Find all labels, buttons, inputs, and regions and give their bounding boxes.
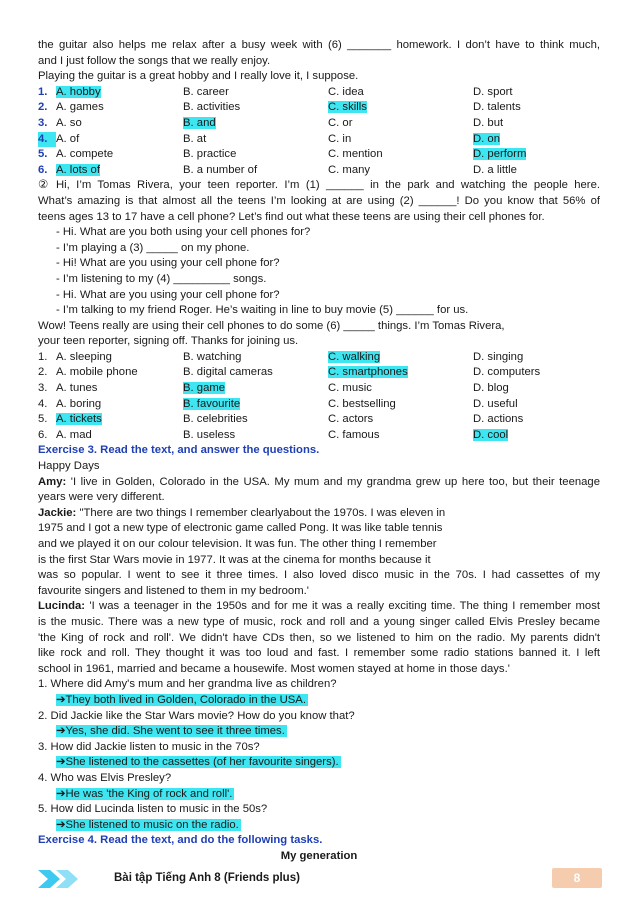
answer-row: [38, 163, 600, 179]
passage2-line: your teen reporter, signing off. Thanks for joining us.: [38, 335, 299, 348]
answer-option-c: [328, 163, 473, 179]
dialog-line: - Hi. What are you using your cell phone for?: [56, 288, 280, 301]
answer-option-c: [328, 116, 473, 132]
answer-row: [38, 397, 600, 413]
answer-option-b: [183, 132, 328, 148]
question-number: 6.: [38, 163, 48, 176]
dialog-line: - I’m playing a (3) _____ on my phone.: [56, 241, 250, 254]
page-number: 8: [552, 868, 602, 888]
answer-line: [38, 755, 600, 771]
answer-option-a: [38, 163, 183, 179]
jackie-paragraph-line: [38, 506, 600, 522]
option-text: B. at: [183, 132, 207, 145]
option-text: C. walking: [328, 350, 381, 363]
option-text: C. or: [328, 116, 353, 129]
speaker-text: 'I was a teenager in the 1950s and for me it was a really exciting time. The thing I remember most: [85, 600, 600, 613]
question-text: 4. Who was Elvis Presley?: [38, 771, 172, 784]
answer-option-a: [38, 116, 183, 132]
passage-title: My generation: [280, 849, 358, 862]
book-title: Bài tập Tiếng Anh 8 (Friends plus): [114, 872, 300, 884]
option-text: C. bestselling: [328, 397, 396, 410]
jackie-paragraph-line: favourite singers and listened to them in my bedroom.': [38, 584, 309, 597]
dialog-line: - I’m listening to my (4) _________ songs.: [56, 272, 267, 285]
question-number: 6.: [38, 428, 48, 441]
passage-title: Happy Days: [38, 460, 100, 473]
answer-option-d: [473, 397, 600, 413]
option-text: B. favourite: [183, 397, 241, 410]
option-text: C. in: [328, 132, 352, 145]
speaker-name: Lucinda:: [38, 600, 86, 613]
intro-line: the guitar also helps me relax after a busy week with (6) _______ homework. I don’t have to think much,: [38, 39, 600, 51]
passage2-line: What’s amazing is that almost all the teens I’m looking at are using (2) ______! Do you know that 56% of: [38, 194, 600, 207]
option-text: A. tunes: [56, 382, 98, 395]
option-text: B. and: [183, 116, 216, 129]
option-text: C. mention: [328, 148, 383, 161]
question-number: 5.: [38, 148, 48, 161]
answer-line: [38, 787, 600, 803]
question-number: 2.: [38, 366, 48, 379]
lucinda-paragraph-line: school in 1961, married and became a housewife. Most women stayed at home in those days.': [38, 662, 510, 675]
answer-option-b: [183, 116, 328, 132]
answer-option-d: [473, 147, 600, 163]
answer-row: [38, 412, 600, 428]
option-text: B. game: [183, 382, 226, 395]
option-text: C. famous: [328, 428, 380, 441]
option-text: D. perform: [473, 148, 527, 161]
answer-option-b: [183, 100, 328, 116]
passage2-line: Wow! Teens really are using their cell phones to do some (6) _____ things. I’m Tomas Rivera,: [38, 319, 505, 332]
answer-row: [38, 85, 600, 101]
answer-option-a: [38, 397, 183, 413]
jackie-paragraph-line: is the first Star Wars movie in 1977. It was at the cinema for months because it: [38, 553, 431, 566]
option-text: D. talents: [473, 101, 521, 114]
answer-line: [38, 724, 600, 740]
answer-row: [38, 147, 600, 163]
option-text: D. computers: [473, 366, 541, 379]
option-text: D. sport: [473, 85, 513, 98]
answer-text: ➔He was 'the King of rock and roll'.: [56, 787, 233, 800]
answer-option-d: [473, 85, 600, 101]
question-number: 3.: [38, 116, 48, 129]
answer-option-d: [473, 365, 600, 381]
option-text: D. cool: [473, 428, 509, 441]
answer-option-d: [473, 116, 600, 132]
answer-option-c: [328, 412, 473, 428]
answer-option-c: [328, 85, 473, 101]
speaker-name: Amy:: [38, 475, 67, 488]
question-number: 1.: [38, 85, 48, 98]
option-text: D. singing: [473, 350, 524, 363]
question-text: 5. How did Lucinda listen to music in the 50s?: [38, 803, 268, 816]
answer-option-d: [473, 132, 600, 148]
lucinda-paragraph-line: like rock and roll. They thought it was too loud and fast. I remember some radio stations banned it. I left: [38, 647, 600, 660]
passage2-line: [38, 178, 600, 194]
answer-line: [38, 818, 600, 834]
dialog-line: - Hi. What are you both using your cell phones for?: [56, 226, 311, 239]
answer-option-d: [473, 412, 600, 428]
option-text: D. a little: [473, 163, 517, 176]
question-text: 2. Did Jackie like the Star Wars movie? How do you know that?: [38, 709, 355, 722]
jackie-paragraph-line: was so popular. I went to see it three times. I also loved disco music in the 70s. I had cassettes of my: [38, 569, 600, 582]
answer-option-d: [473, 381, 600, 397]
answer-option-b: [183, 163, 328, 179]
page-footer: [36, 866, 602, 892]
option-text: B. digital cameras: [183, 366, 273, 379]
answer-text: ➔They both lived in Golden, Colorado in the USA.: [56, 693, 306, 706]
answer-option-a: [38, 350, 183, 366]
answer-row: [38, 116, 600, 132]
option-text: D. but: [473, 116, 504, 129]
answer-line: [38, 693, 600, 709]
answer-option-c: [328, 428, 473, 444]
answer-option-d: [473, 163, 600, 179]
lucinda-paragraph-line: is the music. There was a new type of music, rock and roll and a young singer called Elvis Presley became: [38, 615, 600, 628]
answer-option-a: [38, 147, 183, 163]
exercise1-answer-list: [38, 85, 600, 179]
option-text: C. skills: [328, 101, 367, 114]
option-text: A. so: [56, 116, 82, 129]
question-number: 5.: [38, 413, 48, 426]
question-number: 4.: [38, 397, 48, 410]
document-page: [38, 38, 600, 864]
answer-row: [38, 428, 600, 444]
answer-option-c: [328, 147, 473, 163]
option-text: B. useless: [183, 428, 236, 441]
answer-row: [38, 365, 600, 381]
answer-option-b: [183, 365, 328, 381]
jackie-paragraph-line: and we played it on our colour television. It was fun. The other thing I remember: [38, 538, 437, 550]
answer-option-c: [328, 381, 473, 397]
option-text: B. celebrities: [183, 413, 248, 426]
answer-option-a: [38, 381, 183, 397]
amy-paragraph-line: [38, 475, 600, 491]
lucinda-paragraph-line: 'the King of rock and roll'. We didn't have CDs then, so we listened to him on the radio. My parents didn't: [38, 631, 600, 644]
answer-option-b: [183, 85, 328, 101]
answer-option-c: [328, 100, 473, 116]
option-text: B. career: [183, 85, 229, 98]
passage2-text: Hi, I’m Tomas Rivera, your teen reporter. I’m (1) ______ in the park and watching the people here.: [56, 179, 600, 192]
answer-option-a: [38, 365, 183, 381]
answer-option-b: [183, 350, 328, 366]
option-text: A. of: [56, 132, 80, 145]
answer-text: ➔She listened to music on the radio.: [56, 818, 239, 831]
answer-row: [38, 350, 600, 366]
jackie-paragraph-line: 1975 and I got a new type of electronic game called Pong. It was like table tennis: [38, 522, 443, 535]
answer-option-a: [38, 132, 183, 148]
answer-option-d: [473, 350, 600, 366]
passage-number-marker: ②: [38, 179, 49, 192]
option-text: A. sleeping: [56, 350, 112, 363]
option-text: C. idea: [328, 85, 364, 98]
double-chevron-right-icon: [36, 868, 84, 893]
option-text: A. mobile phone: [56, 366, 138, 379]
amy-paragraph-line: years were very different.: [38, 491, 165, 504]
answer-option-b: [183, 381, 328, 397]
question-number: 1.: [38, 350, 48, 363]
option-text: A. mad: [56, 428, 92, 441]
question-text: 3. How did Jackie listen to music in the 70s?: [38, 740, 260, 753]
option-text: B. practice: [183, 148, 237, 161]
option-text: B. a number of: [183, 163, 258, 176]
exercise3-heading: Exercise 3. Read the text, and answer the questions.: [38, 444, 320, 457]
speaker-text: 'I live in Golden, Colorado in the USA. My mum and my grandma grew up here too, but their teenage: [66, 475, 600, 488]
option-text: A. hobby: [56, 85, 101, 98]
answer-option-b: [183, 412, 328, 428]
question-number: 4.: [38, 132, 56, 148]
speaker-name: Jackie:: [38, 506, 77, 519]
question-number: 2.: [38, 101, 48, 114]
answer-row: [38, 100, 600, 116]
dialog-list: [38, 225, 600, 319]
option-text: A. tickets: [56, 413, 102, 426]
answer-option-a: [38, 85, 183, 101]
lucinda-paragraph-line: [38, 599, 600, 615]
option-text: C. music: [328, 382, 372, 395]
answer-option-c: [328, 350, 473, 366]
answer-option-c: [328, 132, 473, 148]
question-answer-list: [38, 677, 600, 833]
option-text: D. useful: [473, 397, 518, 410]
dialog-line: - I’m talking to my friend Roger. He’s waiting in line to buy movie (5) ______ for us.: [56, 304, 469, 317]
question-number: 3.: [38, 382, 48, 395]
answer-text: ➔She listened to the cassettes (of her favourite singers).: [56, 756, 339, 769]
answer-option-a: [38, 100, 183, 116]
option-text: C. many: [328, 163, 371, 176]
answer-row: [38, 381, 600, 397]
option-text: D. on: [473, 132, 501, 145]
option-text: D. actions: [473, 413, 524, 426]
answer-text: ➔Yes, she did. She went to see it three times.: [56, 725, 285, 738]
speaker-text: "There are two things I remember clearlyabout the 1970s. I was eleven in: [76, 506, 446, 519]
answer-option-b: [183, 428, 328, 444]
answer-option-b: [183, 147, 328, 163]
answer-row: [38, 132, 600, 148]
intro-line: and I just follow the songs that we really enjoy.: [38, 54, 271, 67]
exercise4-heading: Exercise 4. Read the text, and do the following tasks.: [38, 834, 323, 847]
option-text: C. smartphones: [328, 366, 408, 379]
option-text: A. compete: [56, 148, 114, 161]
answer-option-d: [473, 100, 600, 116]
option-text: A. lots of: [56, 163, 100, 176]
exercise2-answer-list: [38, 350, 600, 444]
option-text: C. actors: [328, 413, 374, 426]
option-text: D. blog: [473, 382, 509, 395]
option-text: B. watching: [183, 350, 242, 363]
option-text: A. games: [56, 101, 104, 114]
answer-option-c: [328, 397, 473, 413]
answer-option-b: [183, 397, 328, 413]
answer-option-c: [328, 365, 473, 381]
option-text: A. boring: [56, 397, 102, 410]
question-text: 1. Where did Amy's mum and her grandma live as children?: [38, 678, 337, 691]
answer-option-a: [38, 412, 183, 428]
passage2-line: teens ages 13 to 17 have a cell phone? Let’s find out what these teens are using their cell phones for.: [38, 210, 545, 223]
dialog-line: - Hi! What are you using your cell phone for?: [56, 257, 280, 270]
intro-line: Playing the guitar is a great hobby and I really love it, I suppose.: [38, 70, 359, 83]
answer-option-d: [473, 428, 600, 444]
answer-option-a: [38, 428, 183, 444]
option-text: B. activities: [183, 101, 241, 114]
